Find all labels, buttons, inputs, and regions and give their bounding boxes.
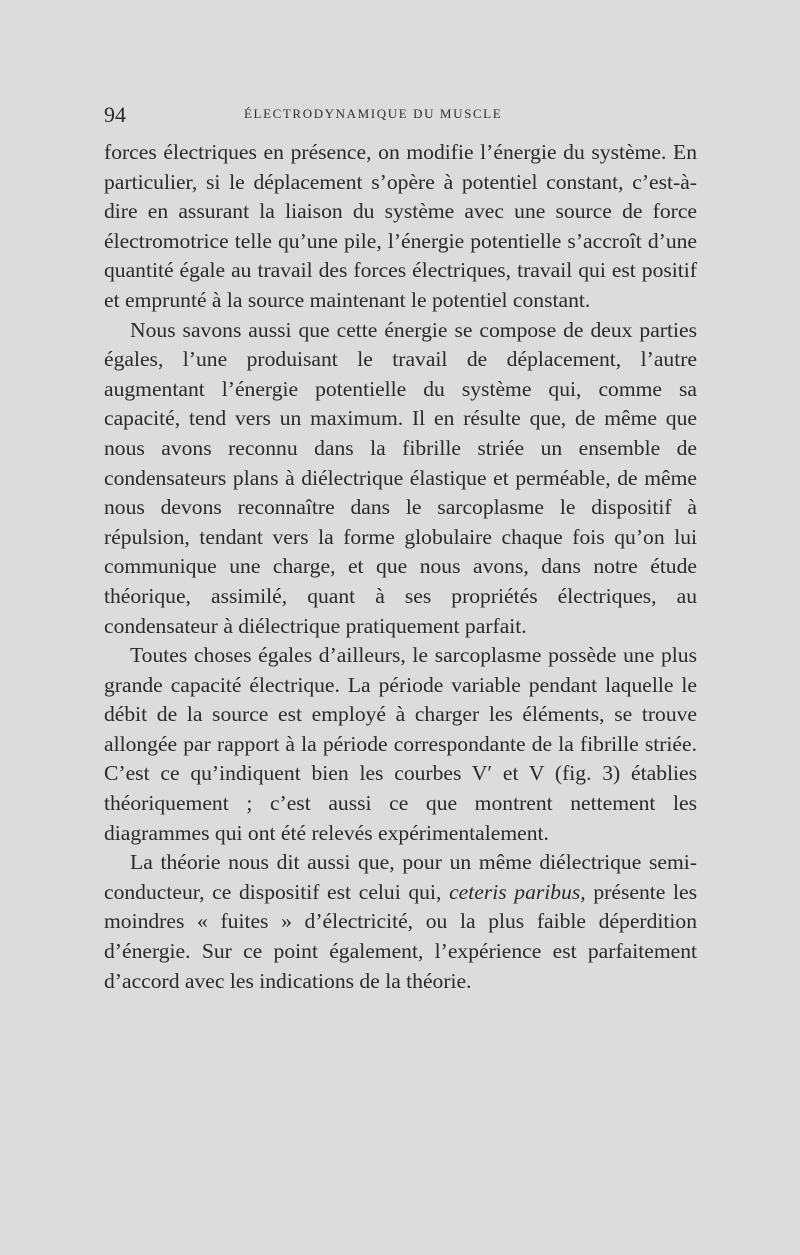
paragraph-4-text-end: présente les moindres « fuites » d’électricité, ou la plus faible déperdition d’énergie. Sur ce point également, l’expérience est parfaitement d’accord avec les indications de la théorie. — [104, 879, 697, 993]
running-title: ÉLECTRODYNAMIQUE DU MUSCLE — [244, 106, 503, 121]
italic-latin-phrase: ceteris paribus, — [449, 879, 586, 904]
paragraph-4-text-start: La théorie nous dit aussi que, pour un même diélectrique semi-conducteur, ce dispositif est celui qui, — [104, 850, 697, 904]
body-text — [104, 138, 697, 996]
paragraph-4 — [104, 848, 697, 996]
paragraph-3: Toutes choses égales d’ailleurs, le sarcoplasme possède une plus grande capacité électrique. La période variable pendant laquelle le débit de la source est employé à charger les éléments, se trouve allongée par rapport à la période correspondante de la fibrille striée. C’est ce qu’indiquent bien les courbes V′ et V (fig. 3) établies théoriquement ; c’est aussi ce que montrent nettement les diagrammes qui ont été relevés expérimentalement. — [104, 643, 697, 845]
paragraph-2: Nous savons aussi que cette énergie se compose de deux parties égales, l’une produisant le travail de déplacement, l’autre augmentant l’énergie potentielle du système qui, comme sa capacité, tend vers un maximum. Il en résulte que, de même que nous avons reconnu dans la fibrille striée un ensemble de condensateurs plans à diélectrique élastique et perméable, de même nous devons reconnaître dans le sarcoplasme le dispositif à répulsion, tendant vers la forme globulaire chaque fois qu’on lui communique une charge, et que nous avons, dans notre étude théorique, assimilé, quant à ses propriétés électriques, au condensateur à diélectrique pratiquement parfait. — [104, 317, 697, 638]
paragraph-1: forces électriques en présence, on modifie l’énergie du système. En particulier, si le déplacement s’opère à potentiel constant, c’est-à-dire en assurant la liaison du système avec une source de force électromotrice telle qu’une pile, l’énergie potentielle s’accroît d’une quantité égale au travail des forces électriques, travail qui est positif et emprunté à la source maintenant le potentiel constant. — [104, 140, 697, 312]
running-header — [104, 102, 696, 128]
page-number: 94 — [104, 102, 126, 127]
